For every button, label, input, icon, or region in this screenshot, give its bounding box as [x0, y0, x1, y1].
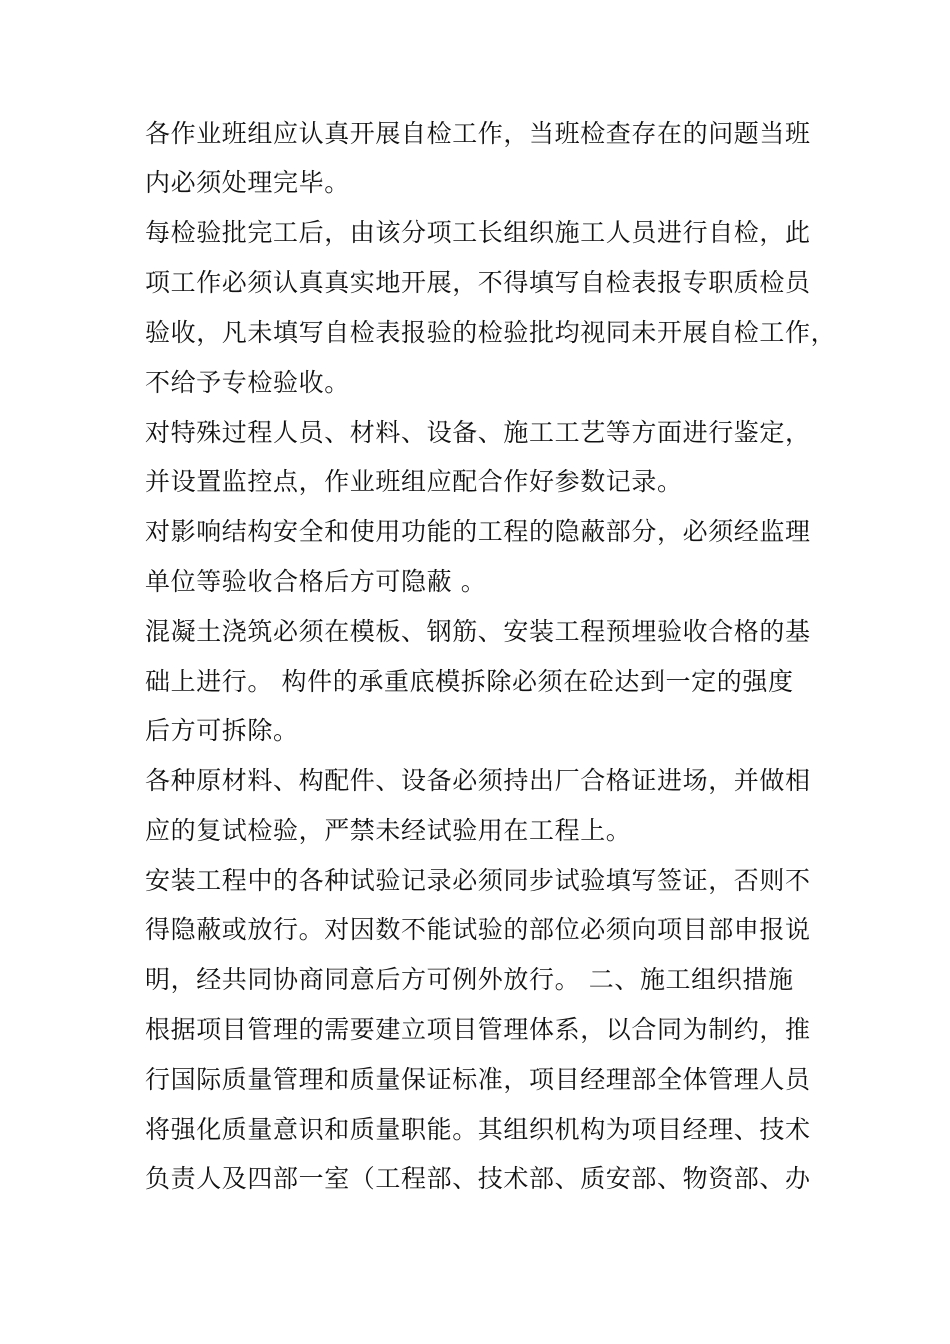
text-line: 将强化质量意识和质量职能。其组织机构为项目经理、技术 — [145, 1115, 811, 1144]
text-line: 对影响结构安全和使用功能的工程的隐蔽部分，必须经监理 — [145, 517, 811, 546]
text-line: 每检验批完工后，由该分项工长组织施工人员进行自检，此 — [145, 218, 811, 247]
text-line: 后方可拆除。 — [145, 716, 299, 745]
text-line: 得隐蔽或放行。对因数不能试验的部位必须向项目部申报说 — [145, 915, 811, 944]
text-line: 安装工程中的各种试验记录必须同步试验填写签证，否则不 — [145, 866, 811, 895]
text-line: 不给予专检验收。 — [145, 368, 350, 397]
text-line: 各作业班组应认真开展自检工作，当班检查存在的问题当班 — [145, 119, 811, 148]
text-line: 混凝土浇筑必须在模板、钢筋、安装工程预埋验收合格的基 — [145, 617, 811, 646]
text-line: 单位等验收合格后方可隐蔽 。 — [145, 567, 487, 596]
text-line: 础上进行。 构件的承重底模拆除必须在砼达到一定的强度 — [145, 667, 794, 696]
text-line: 行国际质量管理和质量保证标准，项目经理部全体管理人员 — [145, 1065, 811, 1094]
text-line: 各种原材料、构配件、设备必须持出厂合格证进场，并做相 — [145, 766, 811, 795]
text-line: 对特殊过程人员、材料、设备、施工工艺等方面进行鉴定， — [145, 418, 811, 447]
text-line: 根据项目管理的需要建立项目管理体系，以合同为制约，推 — [145, 1015, 811, 1044]
text-line: 验收，凡未填写自检表报验的检验批均视同未开展自检工作， — [145, 318, 837, 347]
text-line: 项工作必须认真真实地开展，不得填写自检表报专职质检员 — [145, 268, 811, 297]
text-line: 应的复试检验，严禁未经试验用在工程上。 — [145, 816, 632, 845]
text-line: 明，经共同协商同意后方可例外放行。 二、施工组织措施 — [145, 965, 794, 994]
text-line: 负责人及四部一室（工程部、技术部、质安部、物资部、办 — [145, 1164, 811, 1193]
text-line: 内必须处理完毕。 — [145, 168, 350, 197]
text-line: 并设置监控点，作业班组应配合作好参数记录。 — [145, 467, 683, 496]
